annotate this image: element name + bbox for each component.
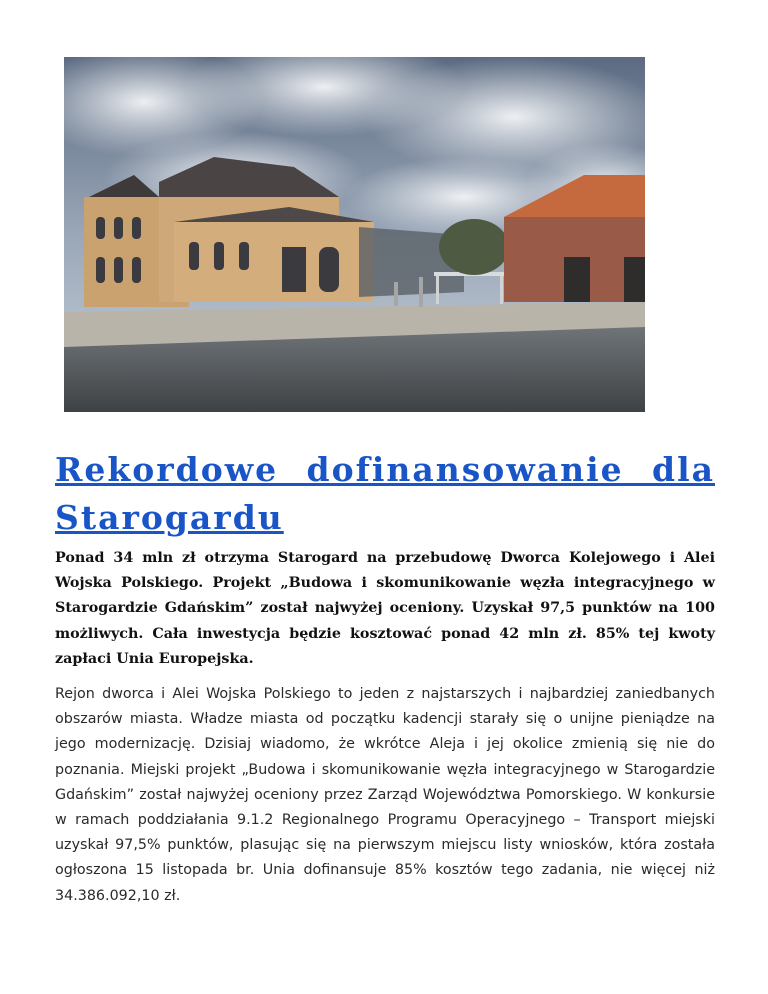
- article-body: Rejon dworca i Alei Wojska Polskiego to jeden z najstarszych i najbardziej zaniedbanych obszarów miasta. Władze miasta od początku kadencji starały się o unijne pieniądze na jego modernizację. Dzisiaj wiadomo, że wkrótce Aleja i jej okolice zmienią się nie do poznania. Miejski projekt „Budowa i skomunikowanie węzła integracyjnego w Starogardzie Gdańskim” został najwyżej oceniony przez Zarząd Województwa Pomorskiego. W konkursie w ramach poddziałania 9.1.2 Regionalnego Programu Operacyjnego – Transport miejski uzyskał 97,5% punktów, plasując się na pierwszym miejscu listy wniosków, która została ogłoszona 15 listopada br. Unia dofinansuje 85% kosztów tego zadania, nie więcej niż 34.386.092,10 zł.: [55, 686, 715, 904]
- article-lead: Ponad 34 mln zł otrzyma Starogard na przebudowę Dworca Kolejowego i Alei Wojska Polskiego. Projekt „Budowa i skomunikowanie węzła integracyjnego w Starogardzie Gdańskim” został najwyżej oceniony. Uzyskał 97,5 punktów na 100 możliwych. Cała inwestycja będzie kosztować ponad 42 mln zł. 85% tej kwoty zapłaci Unia Europejska.: [55, 550, 715, 667]
- station-rendering-illustration: [64, 57, 645, 412]
- article-title-link[interactable]: Rekordowe dofinansowanie dla Starogardu: [55, 450, 715, 537]
- article-hero-image: [64, 57, 645, 412]
